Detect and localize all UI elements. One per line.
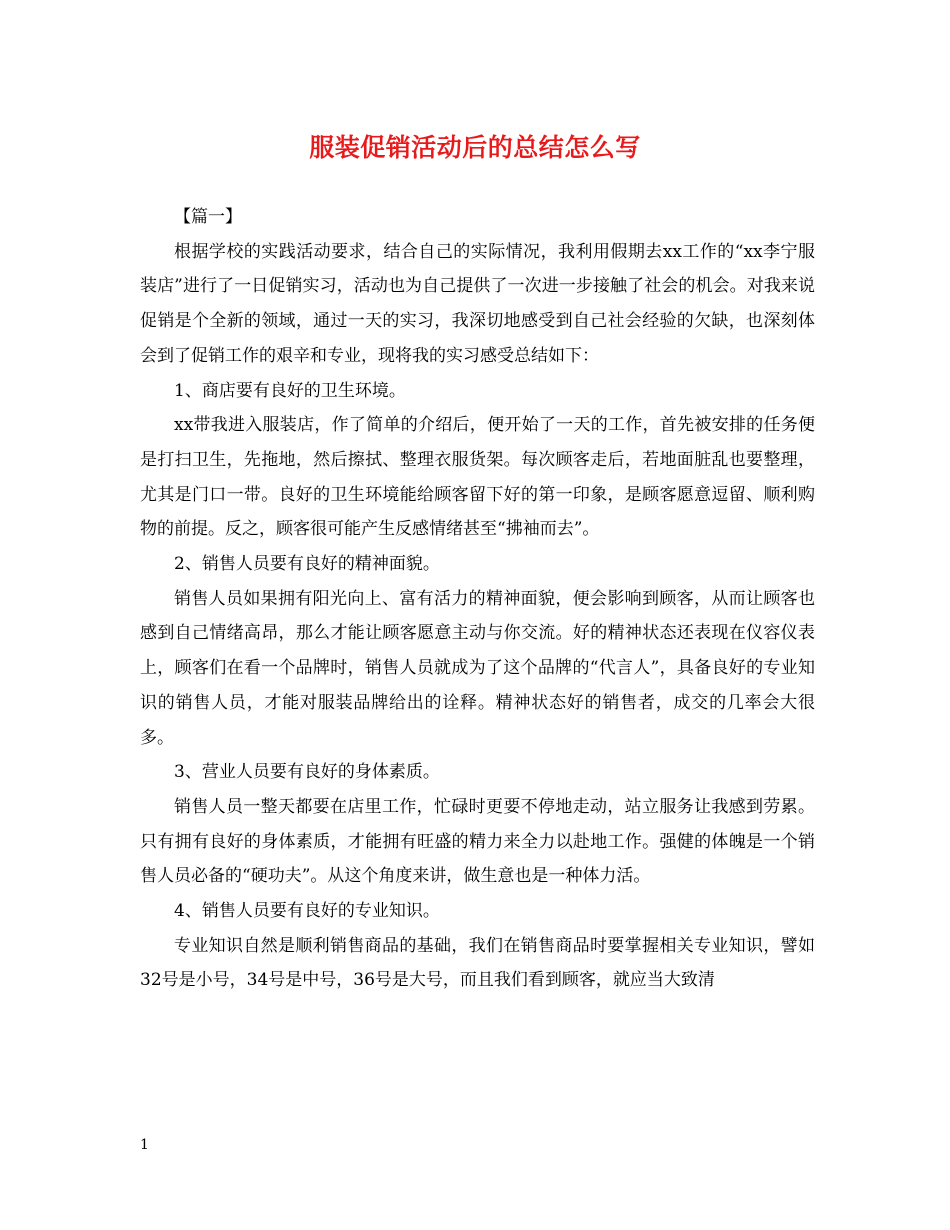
point-heading: 4、销售人员要有良好的专业知识。 [174,901,440,922]
body-paragraph: xx带我进入服装店，作了简单的介绍后，便开始了一天的工作，首先被安排的任务便是打扫卫生，先拖地，然后擦拭、整理衣服货架。每次顾客走后，若地面脏乱也要整理，尤其是门口一带。良好的卫生环境能给顾客留下好的第一印象，是顾客愿意逗留、顺利购物的前提。反之，顾客很可能产生反感情绪甚至“拂袖而去”。 [140,415,815,540]
section-heading: 【篇一】 [174,207,242,227]
point-heading: 2、销售人员要有良好的精神面貌。 [174,554,440,575]
point-heading: 3、营业人员要有良好的身体素质。 [174,762,440,783]
point-heading: 1、商店要有良好的卫生环境。 [174,380,406,401]
document-body [140,200,815,998]
document-title: 服装促销活动后的总结怎么写 [309,133,641,162]
body-paragraph: 根据学校的实践活动要求，结合自己的实际情况，我利用假期去xx工作的“xx李宁服装店”进行了一日促销实习，活动也为自己提供了一次进一步接触了社会的机会。对我来说促销是个全新的领域，通过一天的实习，我深切地感受到自己社会经验的欠缺，也深刻体会到了促销工作的艰辛和专业，现将我的实习感受总结如下： [140,241,815,366]
body-paragraph: 销售人员如果拥有阳光向上、富有活力的精神面貌，便会影响到顾客，从而让顾客也感到自己情绪高昂，那么才能让顾客愿意主动与你交流。好的精神状态还表现在仪容仪表上，顾客们在看一个品牌时，销售人员就成为了这个品牌的“代言人”，具备良好的专业知识的销售人员，才能对服装品牌给出的诠释。精神状态好的销售者，成交的几率会大很多。 [140,588,815,748]
body-paragraph: 专业知识自然是顺利销售商品的基础，我们在销售商品时要掌握相关专业知识，譬如32号是小号，34号是中号，36号是大号，而且我们看到顾客，就应当大致清 [140,935,815,991]
page-number: 1 [140,1137,149,1153]
body-paragraph: 销售人员一整天都要在店里工作，忙碌时更要不停地走动，站立服务让我感到劳累。只有拥有良好的身体素质，才能拥有旺盛的精力来全力以赴地工作。强健的体魄是一个销售人员必备的“硬功夫”。从这个角度来讲，做生意也是一种体力活。 [140,796,815,887]
